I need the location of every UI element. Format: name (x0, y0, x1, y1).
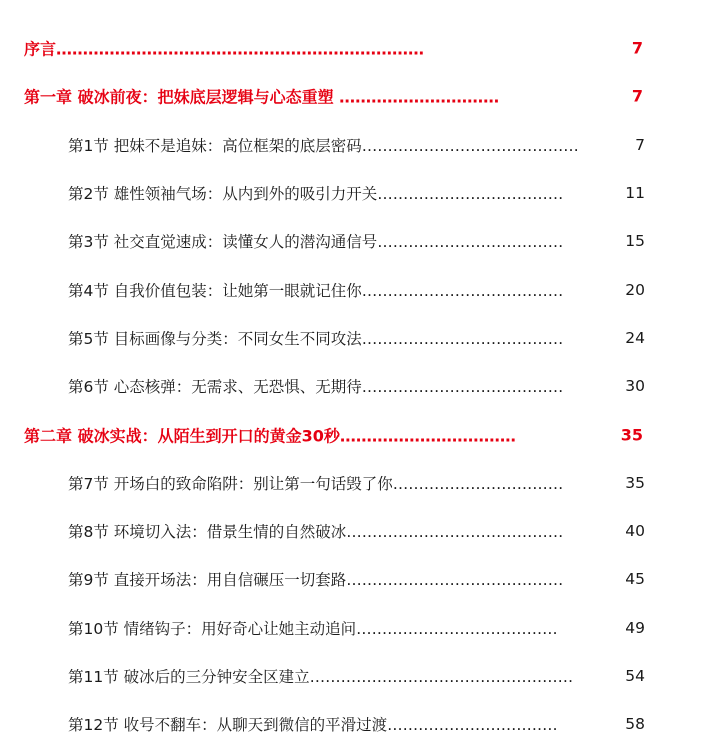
toc-page-number: 30 (625, 377, 645, 396)
toc-entry-title: 第9节 直接开场法：用自信碾压一切套路…………………………………… (68, 571, 564, 590)
toc-entry-title: 第2节 雄性领袖气场：从内到外的吸引力开关……………………………… (68, 185, 564, 204)
toc-entry-title: 第3节 社交直觉速成：读懂女人的潜沟通信号……………………………… (68, 233, 564, 252)
toc-section-row[interactable] (0, 121, 715, 169)
toc-section-row[interactable] (0, 459, 715, 507)
toc-page-number: 54 (625, 667, 645, 685)
toc-section-row[interactable] (0, 555, 715, 603)
toc-page-number: 11 (625, 184, 645, 203)
toc-section-row[interactable] (0, 265, 715, 313)
toc-page-number: 7 (631, 38, 643, 58)
toc-section-row[interactable] (0, 169, 715, 217)
toc-page-number: 24 (625, 328, 645, 347)
toc-entry-title: 第5节 目标画像与分类：不同女生不同攻法………………………………… (68, 329, 564, 348)
toc-chapter-row[interactable] (0, 410, 715, 458)
toc-section-row[interactable] (0, 652, 715, 700)
toc-page-number: 7 (631, 86, 643, 106)
toc-chapter-row[interactable] (0, 72, 715, 120)
toc-page-number: 7 (635, 135, 645, 154)
toc-page-number: 35 (625, 473, 645, 492)
toc-page-number: 35 (620, 425, 643, 445)
toc-entry-title: 第12节 收号不翻车：从聊天到微信的平滑过渡…………………………… (68, 716, 558, 735)
toc-section-row[interactable] (0, 700, 715, 748)
toc-entry-title: 第10节 情绪钩子：用好奇心让她主动追问………………………………… (68, 619, 558, 638)
toc-section-row[interactable] (0, 507, 715, 555)
toc-page-number: 45 (625, 570, 645, 589)
toc-page-number: 49 (625, 618, 645, 637)
toc-entry-title: 第1节 把妹不是追妹：高位框架的底层密码…………………………………… (68, 136, 579, 155)
toc-entry-title: 序言…………………………………………………………… (24, 39, 425, 59)
toc-section-row[interactable] (0, 362, 715, 410)
toc-page-number: 40 (625, 522, 645, 541)
toc-chapter-row[interactable] (0, 24, 715, 72)
toc-section-row[interactable] (0, 314, 715, 362)
toc-section-row[interactable] (0, 217, 715, 265)
toc-entry-title: 第11节 破冰后的三分钟安全区建立…………………………………………… (68, 668, 574, 686)
toc-entry-title: 第6节 心态核弹：无需求、无恐惧、无期待………………………………… (68, 378, 564, 397)
toc-entry-title: 第8节 环境切入法：借景生情的自然破冰…………………………………… (68, 523, 564, 542)
toc-page-number: 20 (625, 280, 645, 299)
table-of-contents (0, 24, 715, 748)
toc-entry-title: 第一章 破冰前夜：把妹底层逻辑与心态重塑 ………………………… (24, 87, 500, 107)
toc-section-row[interactable] (0, 604, 715, 652)
toc-entry-title: 第二章 破冰实战：从陌生到开口的黄金30秒…………………………… (24, 426, 516, 446)
toc-entry-title: 第4节 自我价值包装：让她第一眼就记住你………………………………… (68, 281, 564, 300)
toc-page-number: 15 (625, 232, 645, 251)
toc-page-number: 58 (625, 715, 645, 734)
toc-entry-title: 第7节 开场白的致命陷阱：别让第一句话毁了你…………………………… (68, 474, 564, 493)
